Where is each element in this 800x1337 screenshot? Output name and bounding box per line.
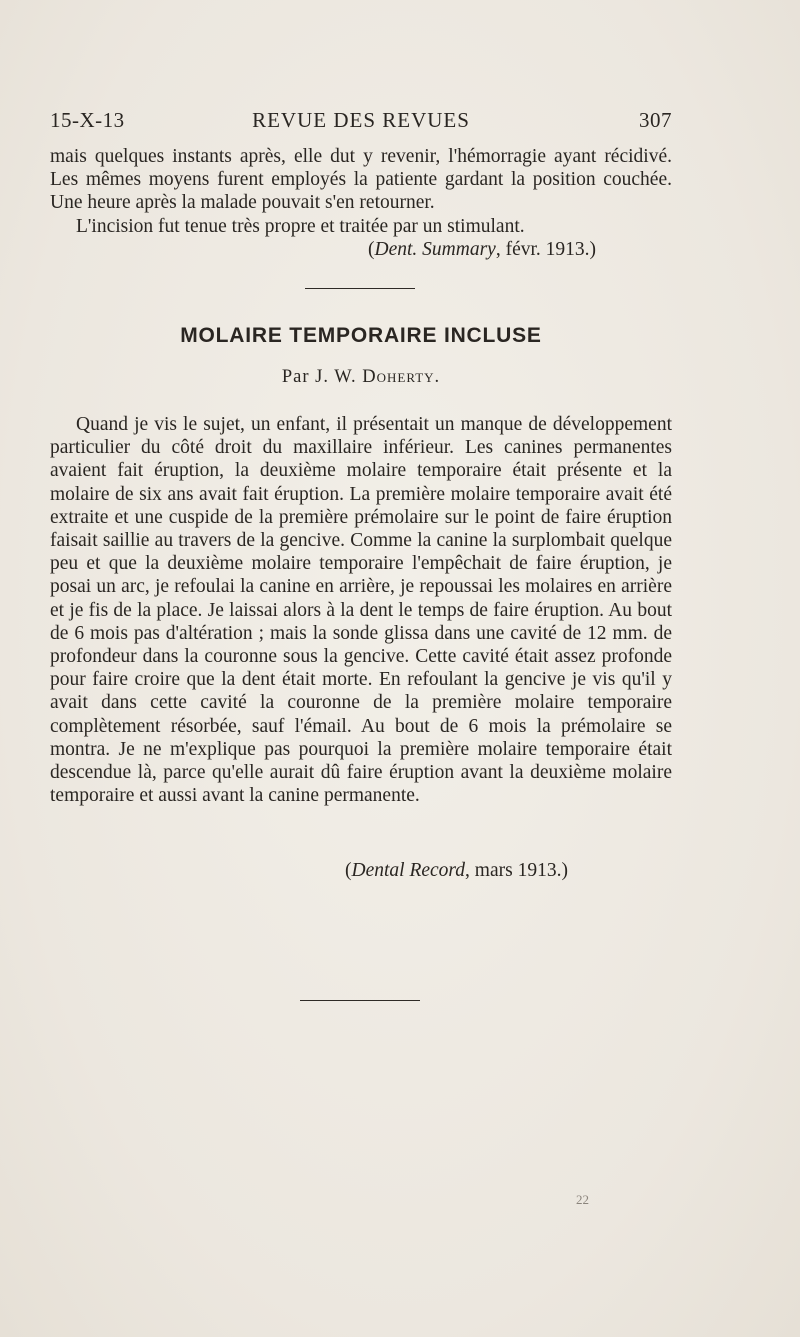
citation-open: ( [368,239,375,260]
citation-dental-record [345,860,568,882]
author-prefix: Par J. W. [281,367,357,387]
author-name: Doherty. [362,367,441,387]
citation-date: , févr. 1913.) [495,239,597,260]
journal-section-title: REVUE DES REVUES [252,108,470,132]
citation-source: Dent. Summary [374,239,496,260]
article-body [50,413,672,807]
article-paragraph: Quand je vis le sujet, un enfant, il présentait un manque de développement particulier du côté droit du maxillaire inférieur. Les canines permanentes avaient fait éruption, la deuxième molaire temporaire était présente et la molaire de six ans avait fait éruption. La première molaire temporaire avait été extraite et une cuspide de la première prémolaire sur le point de faire éruption faisait saillie au travers de la gencive. Comme la canine la surplombait quelque peu et que la deuxième molaire temporaire l'empêchait de faire éruption, je posai un arc, je refoulai la canine en arrière, je repoussai les molaires en arrière et je fis de la place. Je laissai alors à la dent le temps de faire éruption. Au bout de 6 mois pas d'altération ; mais la sonde glissa dans une cavité de 12 mm. de profondeur dans la couronne sous la gencive. Cette cavité était assez profonde pour faire croire que la dent était morte. En refoulant la gencive je vis qu'il y avait dans cette cavité la couronne de la première molaire temporaire complètement résorbée, sauf l'émail. Au bout de 6 mois la prémolaire se montra. Je ne m'explique pas pourquoi la première molaire temporaire était descendue là, parce qu'elle aurait dû faire éruption avant la deuxième molaire temporaire et aussi avant la canine permanente. [50,414,672,807]
continuation-paragraph: mais quelques instants après, elle dut y revenir, l'hémorragie ayant récidivé. Les mêmes moyens furent employés la patiente gardant la position couchée. Une heure après la malade pouvait s'en retourner. [50,146,672,214]
issue-date: 15-X-13 [50,108,125,132]
article-author [50,367,672,388]
citation-dent-summary [368,239,596,261]
continuation-paragraph-2: L'incision fut tenue très propre et traitée par un stimulant. [76,215,525,237]
citation-source: Dental Record [351,860,466,881]
citation-date: , mars 1913.) [465,860,568,881]
running-header [50,108,672,138]
section-divider [305,288,415,289]
signature-mark: 22 [576,1192,589,1207]
continuation-text [50,145,672,238]
end-divider [300,1000,420,1001]
article-title: MOLAIRE TEMPORAIRE INCLUSE [180,324,542,347]
page-number: 307 [639,108,672,132]
citation-open: ( [345,860,352,881]
